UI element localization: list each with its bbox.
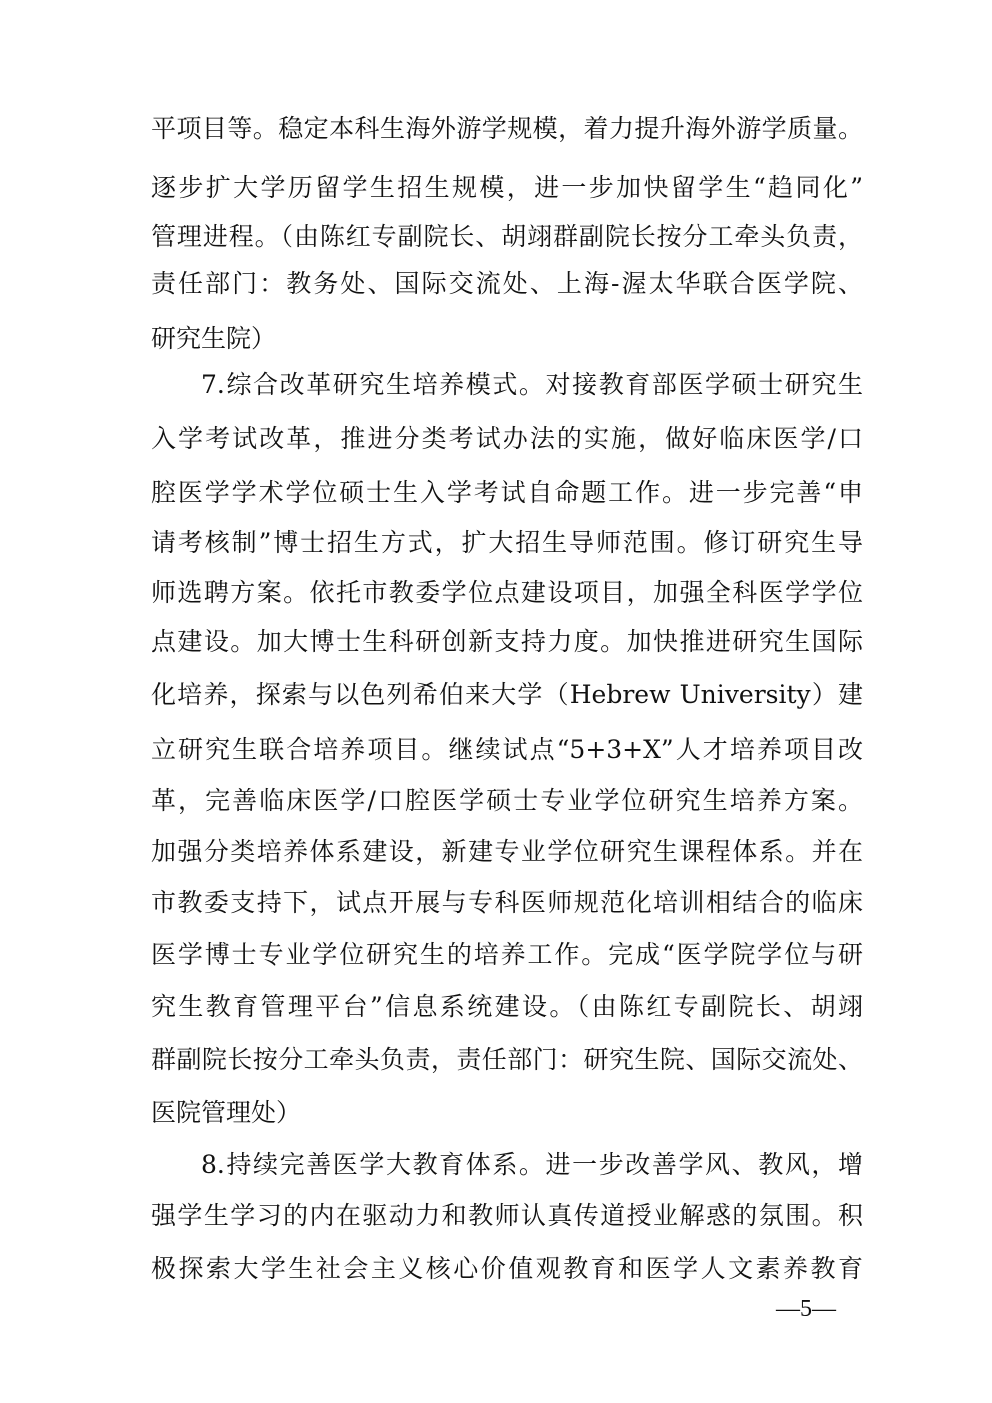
text-line: 极探索大学生社会主义核心价值观教育和医学人文素养教育 [151,1254,863,1283]
text-line: 群副院长按分工牵头负责，责任部门：研究生院、国际交流处、 [151,1045,863,1074]
text-line: 入学考试改革，推进分类考试办法的实施，做好临床医学/口 [151,424,863,453]
text-line: 强学生学习的内在驱动力和教师认真传道授业解惑的氛围。积 [151,1201,863,1230]
text-line: 腔医学学术学位硕士生入学考试自命题工作。进一步完善“申 [151,478,863,507]
text-line: 革，完善临床医学/口腔医学硕士专业学位研究生培养方案。 [151,786,863,815]
text-line: 化培养，探索与以色列希伯来大学（Hebrew University）建 [151,680,863,709]
text-line: 师选聘方案。依托市教委学位点建设项目，加强全科医学学位 [151,578,863,607]
text-line: 医学博士专业学位研究生的培养工作。完成“医学院学位与研 [151,940,863,969]
section-7-heading-line: 7.综合改革研究生培养模式。对接教育部医学硕士研究生 [201,370,863,399]
text-line: 平项目等。稳定本科生海外游学规模，着力提升海外游学质量。 [151,114,863,143]
text-line: 管理进程。（由陈红专副院长、胡翊群副院长按分工牵头负责， [151,222,863,251]
text-line: 研究生院） [151,324,277,353]
section-8-heading-line: 8.持续完善医学大教育体系。进一步改善学风、教风，增 [201,1150,863,1179]
text-line: 立研究生联合培养项目。继续试点“5+3+X”人才培养项目改 [151,735,863,764]
text-line: 市教委支持下，试点开展与专科医师规范化培训相结合的临床 [151,888,863,917]
text-line: 点建设。加大博士生科研创新支持力度。加快推进研究生国际 [151,627,863,656]
page-number: —5— [776,1296,836,1322]
text-line: 究生教育管理平台”信息系统建设。（由陈红专副院长、胡翊 [151,992,863,1021]
text-line: 医院管理处） [151,1098,302,1127]
text-line: 请考核制”博士招生方式，扩大招生导师范围。修订研究生导 [151,528,863,557]
text-line: 逐步扩大学历留学生招生规模，进一步加快留学生“趋同化” [151,173,863,202]
text-line: 加强分类培养体系建设，新建专业学位研究生课程体系。并在 [151,837,863,866]
text-line: 责任部门：教务处、国际交流处、上海-渥太华联合医学院、 [151,269,863,298]
